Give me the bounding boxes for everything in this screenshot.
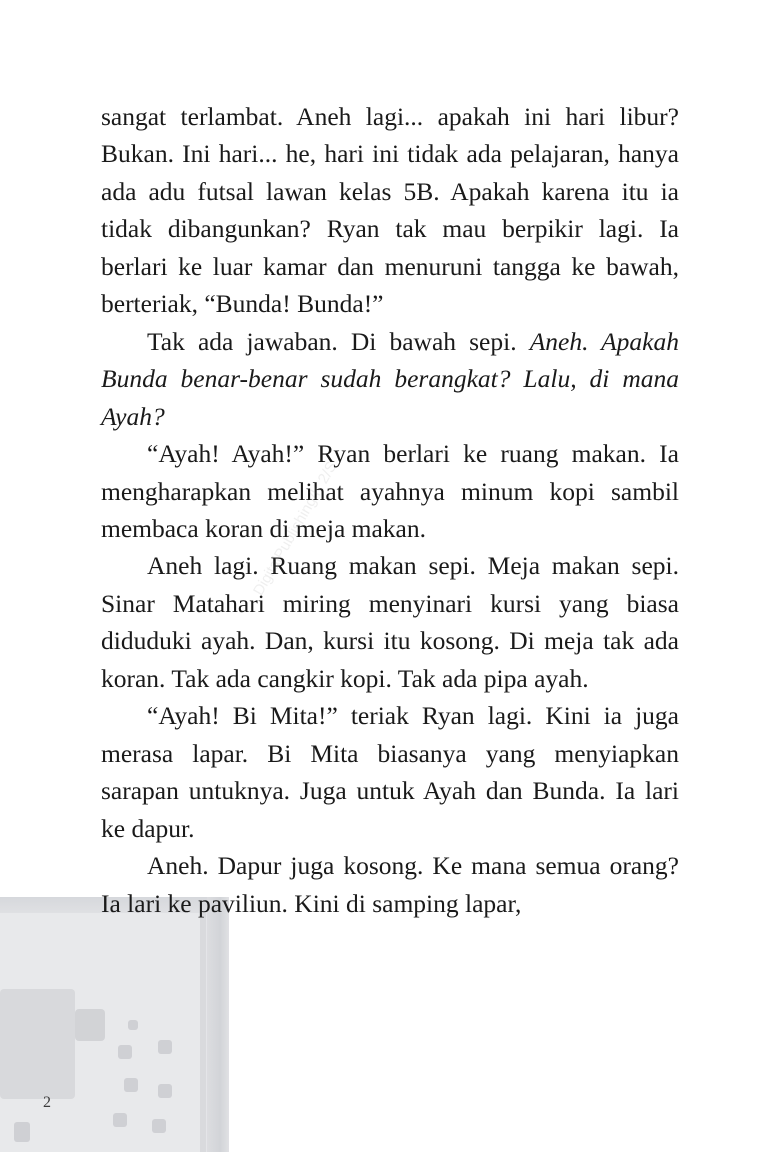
paragraph-plain-text: Tak ada jawaban. Di bawah sepi.	[147, 326, 517, 356]
paragraph: “Ayah! Bi Mita!” teriak Ryan lagi. Kini ia juga merasa lapar. Bi Mita biasanya yang menyiapkan sarapan untuknya. Juga untuk Ayah dan Bunda. Ia lari ke dapur.	[101, 701, 679, 843]
panel-dot	[158, 1040, 172, 1054]
paragraph: Aneh. Dapur juga kosong. Ke mana semua orang? Ia lari ke paviliun. Kini di samping lapar,	[101, 851, 679, 918]
panel-right-strip	[207, 897, 229, 1152]
panel-dot	[14, 1122, 30, 1142]
body-text	[101, 98, 679, 922]
paragraph	[101, 323, 679, 435]
panel-dot	[118, 1045, 132, 1059]
panel-dot	[158, 1084, 172, 1098]
panel-dot	[128, 1020, 138, 1030]
paragraph: “Ayah! Ayah!” Ryan berlari ke ruang makan. Ia mengharapkan melihat ayahnya minum kopi sambil membaca koran di meja makan.	[101, 439, 679, 543]
panel-shape-square	[75, 1009, 105, 1041]
page-number: 2	[43, 1094, 51, 1111]
panel-dot	[113, 1113, 127, 1127]
paragraph-italic-text: Aneh. Apakah Bunda benar-benar sudah berangkat? Lalu, di mana Ayah?	[101, 326, 679, 431]
panel-shape-block	[0, 989, 75, 1099]
paragraph: sangat terlambat. Aneh lagi... apakah ini hari libur? Bukan. Ini hari... he, hari ini tidak ada pelajaran, hanya ada adu futsal lawan kelas 5B. Apakah karena itu ia tidak dibangunkan? Ryan tak mau berpikir lagi. Ia berlari ke luar kamar dan menuruni tangga ke bawah, berteriak, “Bunda! Bunda!”	[101, 102, 679, 319]
panel-dot	[124, 1078, 138, 1092]
watermark: DigitalPublishing/K 2/S	[250, 458, 341, 599]
decorative-corner-panel	[0, 897, 229, 1152]
paragraph: Aneh lagi. Ruang makan sepi. Meja makan sepi. Sinar Matahari miring menyinari kursi yang biasa diduduki ayah. Dan, kursi itu kosong. Di meja tak ada koran. Tak ada cangkir kopi. Tak ada pipa ayah.	[101, 551, 679, 693]
panel-dot	[152, 1119, 166, 1133]
